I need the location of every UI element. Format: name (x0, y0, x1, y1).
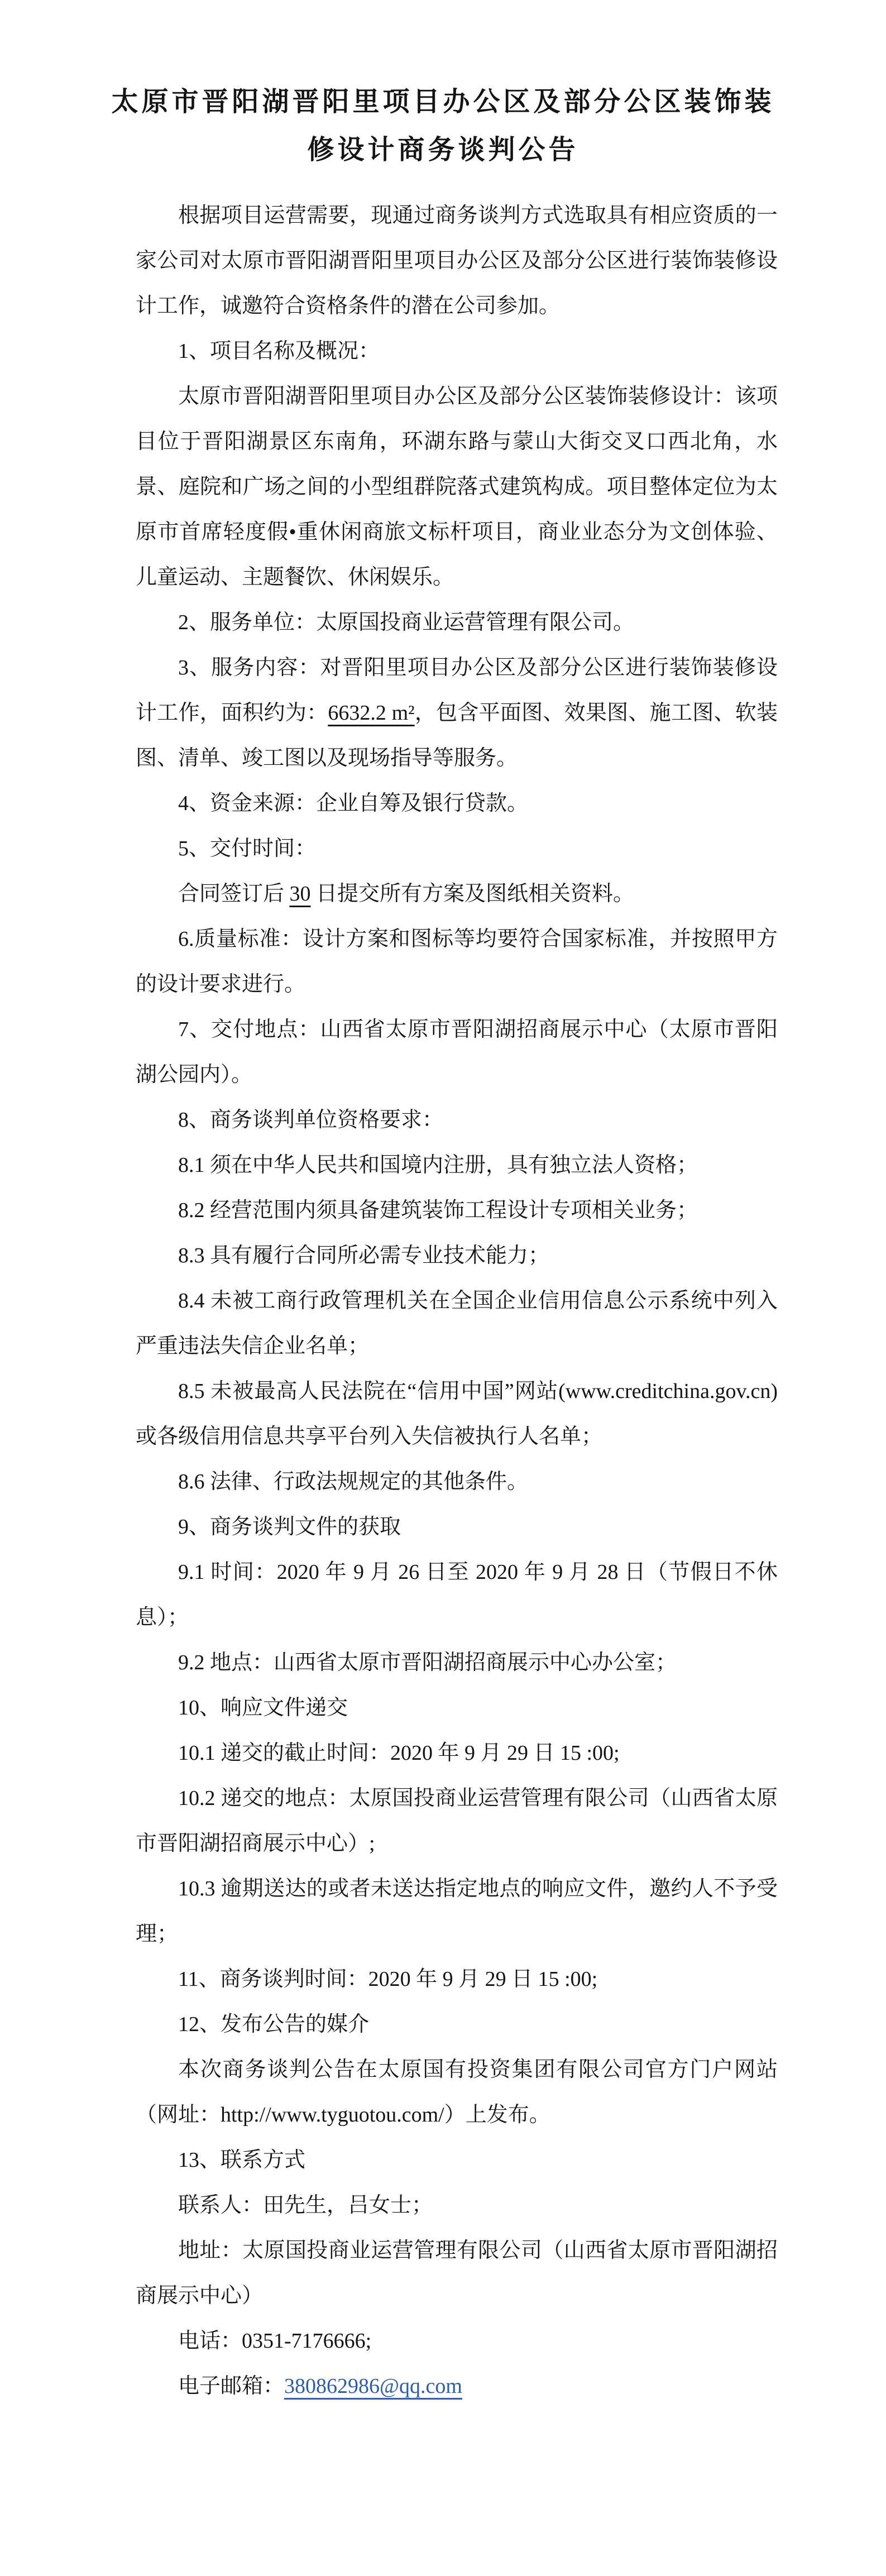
paragraph (136, 2364, 778, 2409)
text-run: 8.4 未被工商行政管理机关在全国企业信用信息公示系统中列入严重违法失信企业名单； (136, 1289, 778, 1358)
text-run: 8.2 经营范围内须具备建筑装饰工程设计专项相关业务； (178, 1199, 698, 1222)
paragraph (136, 1007, 778, 1098)
text-run: 本次商务谈判公告在太原国有投资集团有限公司官方门户网站（网址：http://www.tyguotou.com/）上发布。 (136, 2058, 778, 2127)
text-run: 4、资金来源：企业自筹及银行贷款。 (178, 792, 529, 815)
paragraph (136, 872, 778, 917)
text-run: 3、服务内容：对晋阳里项目办公区及部分公区进行装饰装修设计工作，面积约为： (136, 656, 778, 725)
paragraph (136, 1279, 778, 1369)
text-run: 10.3 逾期送达的或者未送达指定地点的响应文件，邀约人不予受理； (136, 1877, 778, 1946)
text-run: 6.质量标准：设计方案和图标等均要符合国家标准，并按照甲方的设计要求进行。 (136, 927, 778, 996)
text-run: 11、商务谈判时间：2020 年 9 月 29 日 15 :00; (178, 1967, 598, 1991)
text-run: 13、联系方式 (178, 2148, 306, 2172)
text-run: 电子邮箱： (178, 2374, 285, 2398)
text-run: 5、交付时间： (178, 837, 317, 860)
text-run: 日提交所有方案及图纸相关资料。 (310, 882, 635, 906)
paragraph (136, 2319, 778, 2364)
text-run: 8.5 未被最高人民法院在“信用中国”网站(www.creditchina.gov.cn)或各级信用信息共享平台列入失信被执行人名单； (136, 1380, 778, 1448)
paragraph (136, 1098, 778, 1143)
paragraph (136, 917, 778, 1007)
text-run: 合同签订后 (178, 882, 290, 906)
paragraph (136, 1143, 778, 1188)
text-run: 地址：太原国投商业运营管理有限公司（山西省太原市晋阳湖招商展示中心） (136, 2239, 778, 2307)
text-run: 10.1 递交的截止时间：2020 年 9 月 29 日 15 :00; (178, 1741, 620, 1765)
paragraph (136, 2138, 778, 2183)
paragraph (136, 1957, 778, 2002)
text-run: 根据项目运营需要，现通过商务谈判方式选取具有相应资质的一家公司对太原市晋阳湖晋阳里项目办公区及部分公区进行装饰装修设计工作，诚邀符合资格条件的潜在公司参加。 (136, 204, 778, 318)
paragraph (136, 826, 778, 872)
text-run: 10.2 递交的地点：太原国投商业运营管理有限公司（山西省太原市晋阳湖招商展示中心）; (136, 1787, 778, 1855)
text-run: 联系人：田先生，吕女士； (178, 2194, 433, 2217)
text-run: 9、商务谈判文件的获取 (178, 1515, 401, 1539)
text-run: 12、发布公告的媒介 (178, 2013, 370, 2036)
paragraph (136, 193, 778, 329)
email-link[interactable]: 380862986@qq.com (284, 2374, 462, 2398)
paragraph (136, 1866, 778, 1957)
text-run: 太原市晋阳湖晋阳里项目办公区及部分公区装饰装修设计：该项目位于晋阳湖景区东南角，环湖东路与蒙山大街交叉口西北角，水景、庭院和广场之间的小型组群院落式建筑构成。项目整体定位为太原市首席轻度假•重休闲商旅文标杆项目，商业业态分为文创体验、儿童运动、主题餐饮、休闲娱乐。 (136, 385, 778, 589)
paragraph (136, 2228, 778, 2319)
paragraph (136, 1550, 778, 1640)
paragraph (136, 1233, 778, 1279)
paragraph (136, 329, 778, 374)
paragraph (136, 2047, 778, 2138)
paragraph (136, 1505, 778, 1550)
text-run: 9.1 时间：2020 年 9 月 26 日至 2020 年 9 月 28 日（节假日不休息）； (136, 1560, 778, 1629)
paragraph (136, 2183, 778, 2228)
text-run: ，包含平面图、效果图、施工图、软装图、清单、竣工图以及现场指导等服务。 (136, 701, 778, 770)
text-run: 8.1 须在中华人民共和国境内注册，具有独立法人资格； (178, 1153, 698, 1177)
paragraph (136, 781, 778, 826)
paragraph (136, 645, 778, 781)
paragraph (136, 1369, 778, 1459)
text-run: 电话：0351-7176666; (178, 2329, 372, 2353)
text-run: 9.2 地点：山西省太原市晋阳湖招商展示中心办公室； (178, 1651, 677, 1674)
paragraphs (136, 193, 778, 2409)
text-run: 8.3 具有履行合同所必需专业技术能力； (178, 1244, 550, 1267)
text-run: 7、交付地点：山西省太原市晋阳湖招商展示中心（太原市晋阳湖公园内）。 (136, 1018, 778, 1086)
text-run: 2、服务单位：太原国投商业运营管理有限公司。 (178, 611, 635, 634)
text-run: 1、项目名称及概况： (178, 339, 380, 363)
paragraph (136, 1731, 778, 1776)
paragraph (136, 1640, 778, 1686)
paragraph (136, 600, 778, 645)
paragraph (136, 1188, 778, 1233)
text-run: 8、商务谈判单位资格要求： (178, 1108, 444, 1132)
underlined-value: 6632.2 m² (328, 701, 415, 725)
document-title: 太原市晋阳湖晋阳里项目办公区及部分公区装饰装修设计商务谈判公告 (111, 87, 775, 165)
underlined-value: 30 (289, 882, 311, 906)
text-run: 8.6 法律、行政法规规定的其他条件。 (178, 1470, 529, 1493)
paragraph (136, 1776, 778, 1866)
text-run: 10、响应文件递交 (178, 1696, 348, 1720)
paragraph (136, 2002, 778, 2047)
paragraph (136, 1686, 778, 1731)
paragraph (136, 374, 778, 600)
paragraph (136, 1459, 778, 1505)
